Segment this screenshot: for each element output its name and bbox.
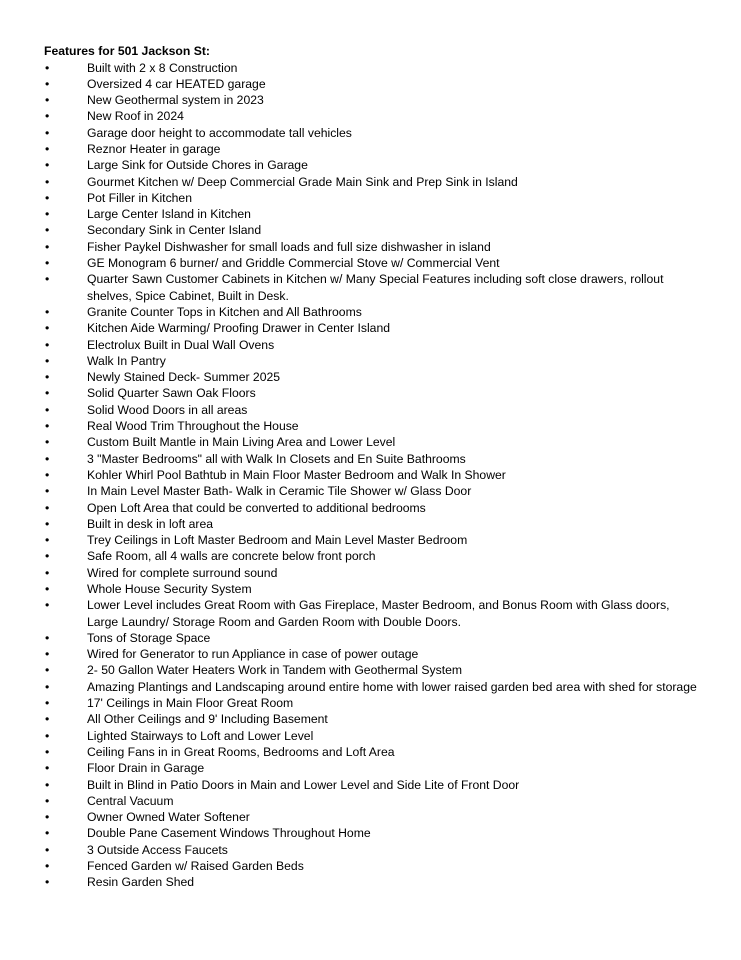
feature-text: Reznor Heater in garage <box>87 141 221 156</box>
bullet-icon: • <box>45 582 50 596</box>
feature-text: All Other Ceilings and 9' Including Basement <box>87 712 328 727</box>
feature-text: Custom Built Mantle in Main Living Area and Lower Level <box>87 435 396 450</box>
feature-list-item <box>0 809 741 825</box>
feature-list-item <box>0 157 741 173</box>
bullet-icon: • <box>45 875 50 890</box>
feature-list-item <box>0 369 741 385</box>
feature-text: Solid Quarter Sawn Oak Floors <box>87 386 256 401</box>
feature-text: 3 "Master Bedrooms" all with Walk In Closets and En Suite Bathrooms <box>87 451 466 466</box>
feature-list-item <box>0 451 741 467</box>
bullet-icon: • <box>45 549 50 564</box>
feature-list-item <box>0 418 741 434</box>
feature-text: Open Loft Area that could be converted to additional bedrooms <box>87 500 426 515</box>
feature-list-item <box>0 793 741 809</box>
feature-list-item <box>0 190 741 206</box>
feature-text: Trey Ceilings in Loft Master Bedroom and Main Level Master Bedroom <box>87 533 468 548</box>
bullet-icon: • <box>45 272 50 287</box>
bullet-icon: • <box>45 712 50 727</box>
bullet-icon: • <box>45 223 50 238</box>
bullet-icon: • <box>45 810 50 825</box>
feature-text: Ceiling Fans in in Great Rooms, Bedrooms and Loft Area <box>87 744 395 759</box>
feature-text: Built with 2 x 8 Construction <box>87 60 238 75</box>
feature-text: 17' Ceilings in Main Floor Great Room <box>87 696 294 711</box>
feature-list-item <box>0 565 741 581</box>
feature-list-item <box>0 206 741 222</box>
feature-list-item <box>0 858 741 874</box>
bullet-icon: • <box>45 777 50 792</box>
bullet-icon: • <box>45 190 50 205</box>
bullet-icon: • <box>45 141 50 156</box>
bullet-icon: • <box>45 500 50 515</box>
feature-list <box>0 60 741 891</box>
feature-text: 2- 50 Gallon Water Heaters Work in Tandem with Geothermal System <box>87 663 463 678</box>
bullet-icon: • <box>45 647 50 662</box>
bullet-icon: • <box>45 663 50 678</box>
feature-list-item <box>0 548 741 564</box>
feature-text: Fenced Garden w/ Raised Garden Beds <box>87 859 304 874</box>
bullet-icon: • <box>45 109 50 124</box>
feature-text: Solid Wood Doors in all areas <box>87 402 248 417</box>
feature-text: Whole House Security System <box>87 582 252 596</box>
feature-text: Granite Counter Tops in Kitchen and All Bathrooms <box>87 304 362 319</box>
bullet-icon: • <box>45 207 50 222</box>
feature-list-item <box>0 744 741 760</box>
bullet-icon: • <box>45 533 50 548</box>
feature-text: Amazing Plantings and Landscaping around entire home with lower raised garden bed area with shed for storage <box>87 679 697 694</box>
feature-list-item <box>0 385 741 401</box>
feature-list-item <box>0 483 741 499</box>
feature-list-item <box>0 402 741 418</box>
bullet-icon: • <box>45 842 50 857</box>
bullet-icon: • <box>45 304 50 319</box>
bullet-icon: • <box>45 859 50 874</box>
feature-list-item <box>0 353 741 369</box>
feature-list-item <box>0 141 741 157</box>
feature-list-item <box>0 874 741 890</box>
feature-list-item <box>0 777 741 793</box>
feature-text: Lower Level includes Great Room with Gas Fireplace, Master Bedroom, and Bonus Room with Glass doors, Large Laundry/ Storage Room and Garden Room with Double Doors. <box>87 598 670 629</box>
feature-text: Quarter Sawn Customer Cabinets in Kitchen w/ Many Special Features including soft close drawers, rollout shelves, Spice Cabinet, Built in Desk. <box>87 272 664 303</box>
feature-text: Walk In Pantry <box>87 353 166 368</box>
feature-text: 3 Outside Access Faucets <box>87 842 228 857</box>
bullet-icon: • <box>45 370 50 385</box>
feature-list-item <box>0 434 741 450</box>
feature-text: Built in Blind in Patio Doors in Main and Lower Level and Side Lite of Front Door <box>87 777 520 792</box>
feature-text: Secondary Sink in Center Island <box>87 223 262 238</box>
feature-text: Large Sink for Outside Chores in Garage <box>87 158 308 173</box>
feature-text: Kitchen Aide Warming/ Proofing Drawer in Center Island <box>87 321 391 336</box>
feature-list-item <box>0 239 741 255</box>
bullet-icon: • <box>45 630 50 645</box>
feature-list-item <box>0 532 741 548</box>
feature-list-item <box>0 174 741 190</box>
feature-text: GE Monogram 6 burner/ and Griddle Commercial Stove w/ Commercial Vent <box>87 256 500 271</box>
feature-text: Pot Filler in Kitchen <box>87 190 192 205</box>
feature-list-item <box>0 711 741 727</box>
feature-text: Wired for Generator to run Appliance in case of power outage <box>87 647 419 662</box>
feature-list-item <box>0 679 741 695</box>
feature-text: Fisher Paykel Dishwasher for small loads and full size dishwasher in island <box>87 239 491 254</box>
feature-text: Newly Stained Deck- Summer 2025 <box>87 370 281 385</box>
feature-list-item <box>0 304 741 320</box>
bullet-icon: • <box>45 516 50 531</box>
bullet-icon: • <box>45 467 50 482</box>
feature-text: Gourmet Kitchen w/ Deep Commercial Grade Main Sink and Prep Sink in Island <box>87 174 518 189</box>
feature-list-item <box>0 630 741 646</box>
bullet-icon: • <box>45 321 50 336</box>
feature-list-item <box>0 581 741 597</box>
feature-list-item <box>0 108 741 124</box>
feature-list-item <box>0 222 741 238</box>
feature-list-item <box>0 255 741 271</box>
feature-list-item <box>0 662 741 678</box>
feature-text: Central Vacuum <box>87 793 174 808</box>
feature-text: Floor Drain in Garage <box>87 761 205 776</box>
feature-list-item <box>0 320 741 336</box>
bullet-icon: • <box>45 761 50 776</box>
feature-text: Large Center Island in Kitchen <box>87 207 251 222</box>
feature-list-item <box>0 760 741 776</box>
bullet-icon: • <box>45 565 50 580</box>
feature-list-item <box>0 597 741 630</box>
bullet-icon: • <box>45 793 50 808</box>
bullet-icon: • <box>45 60 50 75</box>
feature-text: Lighted Stairways to Loft and Lower Level <box>87 728 314 743</box>
bullet-icon: • <box>45 451 50 466</box>
bullet-icon: • <box>45 744 50 759</box>
feature-list-item <box>0 695 741 711</box>
bullet-icon: • <box>45 728 50 743</box>
feature-text: Oversized 4 car HEATED garage <box>87 76 266 91</box>
bullet-icon: • <box>45 158 50 173</box>
feature-text: Tons of Storage Space <box>87 630 211 645</box>
feature-list-item <box>0 125 741 141</box>
feature-text: Double Pane Casement Windows Throughout Home <box>87 826 371 841</box>
feature-text: New Roof in 2024 <box>87 109 184 124</box>
feature-list-item <box>0 92 741 108</box>
bullet-icon: • <box>45 256 50 271</box>
feature-text: New Geothermal system in 2023 <box>87 93 264 108</box>
bullet-icon: • <box>45 402 50 417</box>
feature-text: Real Wood Trim Throughout the House <box>87 419 299 434</box>
bullet-icon: • <box>45 125 50 140</box>
bullet-icon: • <box>45 679 50 694</box>
feature-text: Kohler Whirl Pool Bathtub in Main Floor Master Bedroom and Walk In Shower <box>87 467 506 482</box>
feature-list-item <box>0 500 741 516</box>
feature-list-item <box>0 60 741 76</box>
feature-text: In Main Level Master Bath- Walk in Ceramic Tile Shower w/ Glass Door <box>87 484 472 499</box>
feature-list-item <box>0 825 741 841</box>
feature-list-item <box>0 271 741 304</box>
feature-text: Owner Owned Water Softener <box>87 810 250 825</box>
bullet-icon: • <box>45 826 50 841</box>
feature-text: Built in desk in loft area <box>87 516 214 531</box>
bullet-icon: • <box>45 598 50 613</box>
bullet-icon: • <box>45 386 50 401</box>
bullet-icon: • <box>45 696 50 711</box>
feature-list-item <box>0 467 741 483</box>
bullet-icon: • <box>45 484 50 499</box>
feature-text: Resin Garden Shed <box>87 875 195 890</box>
bullet-icon: • <box>45 93 50 108</box>
document-title: Features for 501 Jackson St: <box>44 44 210 58</box>
feature-list-item <box>0 337 741 353</box>
feature-text: Safe Room, all 4 walls are concrete below front porch <box>87 549 376 564</box>
feature-text: Electrolux Built in Dual Wall Ovens <box>87 337 275 352</box>
bullet-icon: • <box>45 435 50 450</box>
feature-list-item <box>0 516 741 532</box>
bullet-icon: • <box>45 76 50 91</box>
bullet-icon: • <box>45 337 50 352</box>
feature-list-item <box>0 728 741 744</box>
feature-list-item <box>0 76 741 92</box>
feature-text: Wired for complete surround sound <box>87 565 278 580</box>
bullet-icon: • <box>45 174 50 189</box>
bullet-icon: • <box>45 239 50 254</box>
feature-list-item <box>0 646 741 662</box>
feature-text: Garage door height to accommodate tall vehicles <box>87 125 352 140</box>
bullet-icon: • <box>45 353 50 368</box>
feature-list-item <box>0 842 741 858</box>
bullet-icon: • <box>45 419 50 434</box>
